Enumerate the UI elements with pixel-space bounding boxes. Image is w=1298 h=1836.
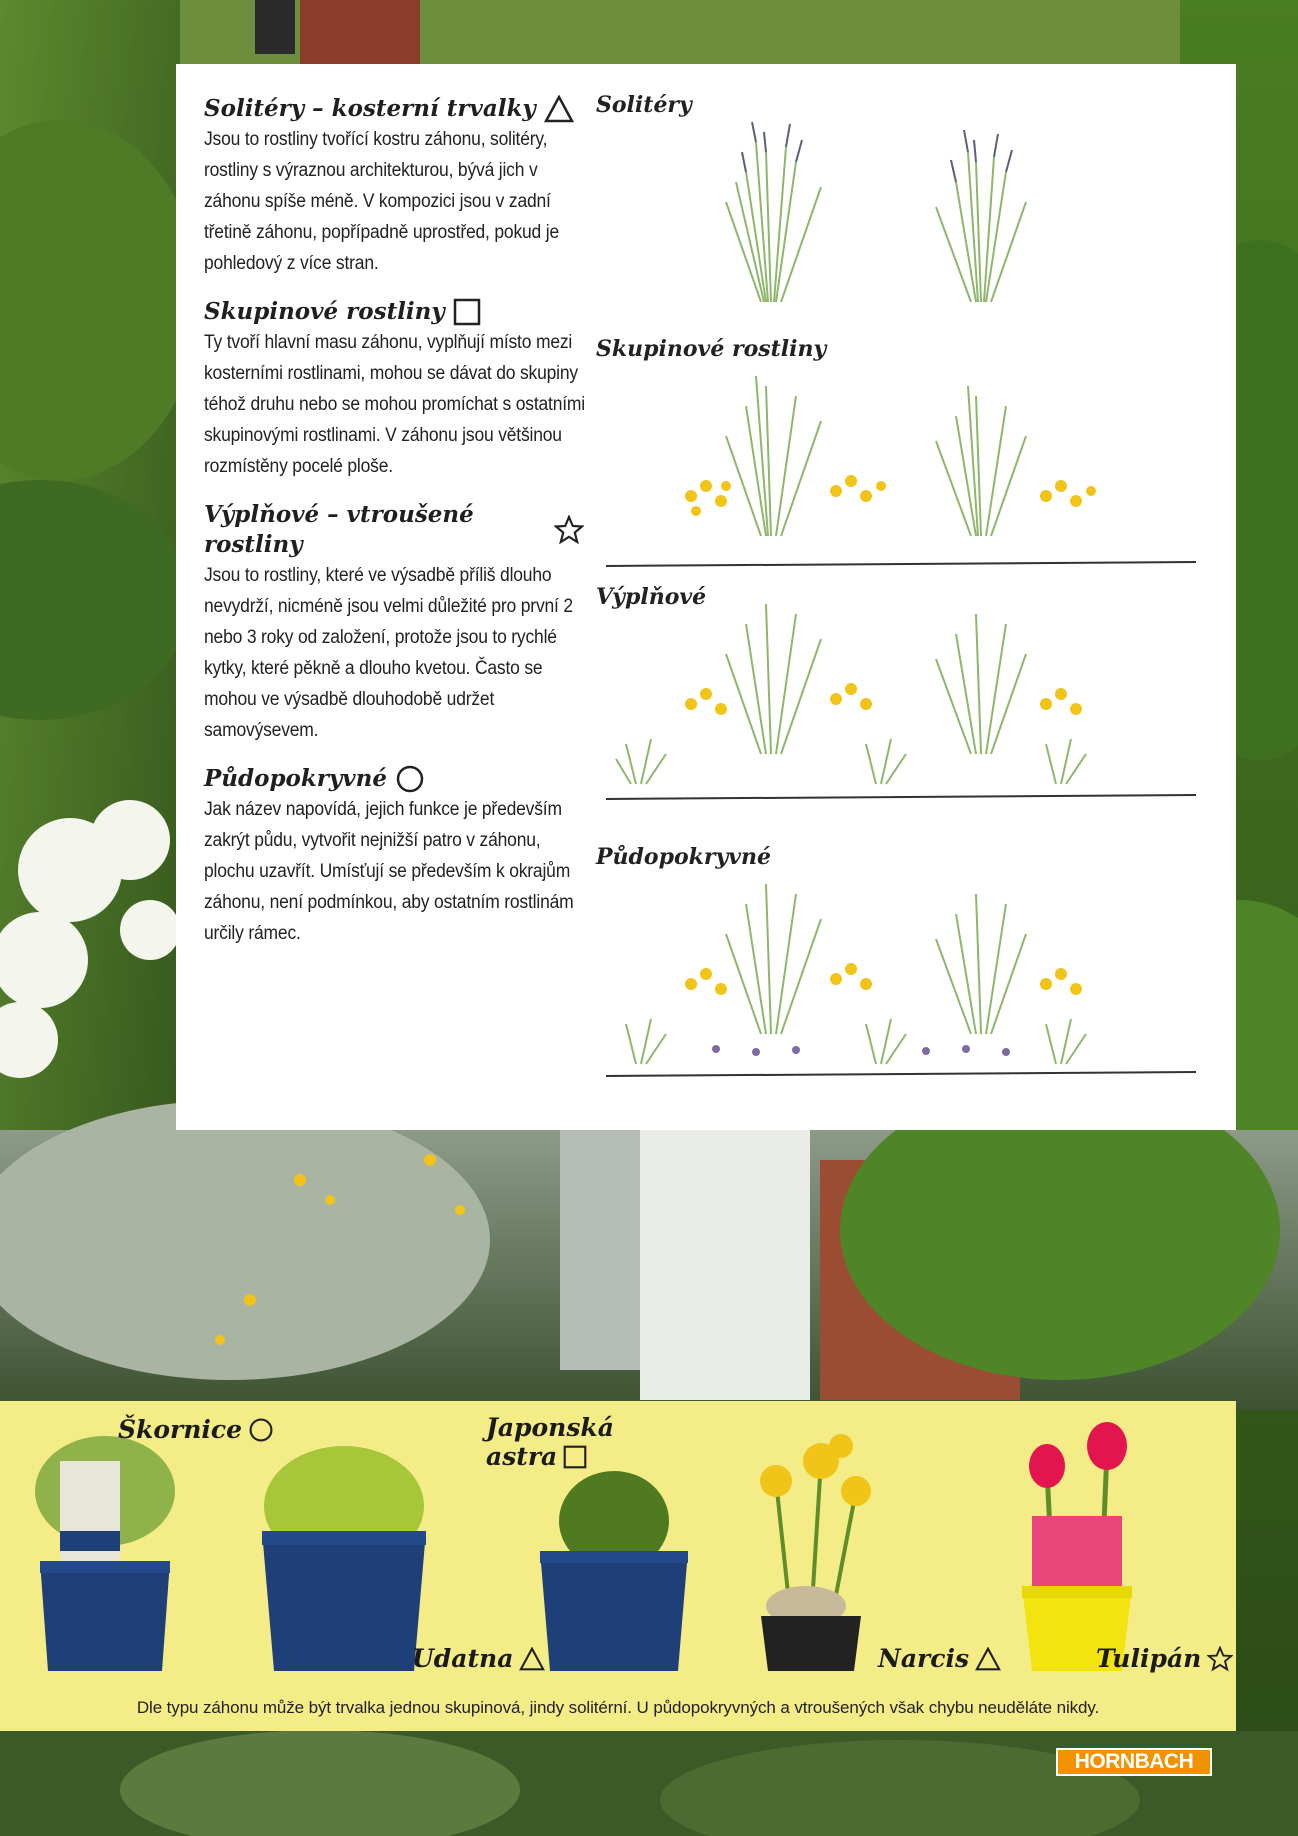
brand-logo: HORNBACH [1056,1748,1212,1776]
potted-plant-image [736,1421,886,1676]
section-pudopokryvne [204,764,584,949]
bed-illustrations [596,64,1236,1130]
potted-plant-image [1012,1421,1142,1676]
illustration-label: Půdopokryvné [596,844,772,870]
section-skupinove [204,297,584,482]
triangle-icon [975,1647,1001,1671]
illustration-label: Solitéry [596,92,692,118]
product-tulipan [1012,1421,1142,1676]
section-title: Skupinové rostliny [204,298,445,325]
grass-drawing [596,336,1216,586]
triangle-icon [544,95,574,123]
section-title: Výplňové – vtroušené rostliny [204,501,474,558]
product-name-line1: Japonská [486,1413,614,1442]
star-icon [554,515,584,545]
section-title: Solitéry – kosterní trvalky [204,95,536,122]
potted-plant-image [30,1431,180,1676]
potted-plant-image [254,1431,434,1676]
illustration-solitery [596,92,1216,342]
section-body: Ty tvoří hlavní masu záhonu, vyplňují místo mezi kosterními rostlinami, mohou se dávat do skupiny téhož druhu nebo se mohou promíchat s ostatními skupinovými rostlinami. V záhonu jsou většinou rozmístěny pocelé ploše. [204,332,585,477]
grass-drawing [596,844,1216,1104]
circle-icon [395,764,425,794]
plant-types-text [204,94,584,967]
product-name-line2: astra [486,1442,558,1471]
product-name: Narcis [878,1644,970,1673]
product-band [0,1401,1236,1731]
section-body: Jsou to rostliny tvořící kostru záhonu, solitéry, rostliny s výraznou architekturou, bývá jich v záhonu spíše méně. V kompozici jsou v zadní třetině záhonu, popřípadně uprostřed, pokud je pohledový z více stran. [204,129,559,274]
grass-drawing [596,584,1216,824]
illustration-label: Výplňové [596,584,707,610]
info-card [176,64,1236,1130]
product-udatna [254,1431,434,1676]
illustration-label: Skupinové rostliny [596,336,827,362]
illustration-skupinove [596,336,1216,586]
product-skornice [30,1431,180,1676]
illustration-pudopokryvne [596,844,1216,1104]
grass-drawing [596,92,1216,342]
product-name: Udatna [412,1644,514,1673]
square-icon [453,298,481,326]
illustration-vyplnove [596,584,1216,824]
section-body: Jsou to rostliny, které ve výsadbě příliš dlouho nevydrží, nicméně jsou velmi důležité pro první 2 nebo 3 roky od založení, protože jsou to rychlé kytky, které pěkně a dlouho kvetou. Často se mohou ve výsadbě dlouhodobě udržet samovýsevem. [204,565,573,741]
band-caption: Dle typu záhonu může být trvalka jednou skupinová, jindy solitérní. U půdopokryvných a vtroušených však chybu neuděláte nikdy. [136,1698,1100,1717]
square-icon [563,1445,587,1469]
star-icon [1207,1646,1233,1672]
section-title: Půdopokryvné [204,765,388,792]
section-solitery [204,94,584,279]
product-name: Škornice [118,1415,243,1444]
section-body: Jak název napovídá, jejich funkce je především zakrýt půdu, vytvořit nejnižší patro v záhonu, plochu uzavřít. Umísťují se především k okrajům záhonu, není podmínkou, aby ostatním rostlinám určily rámec. [204,799,574,944]
product-name: Tulipán [1096,1644,1202,1673]
product-narcis [736,1421,886,1676]
section-vyplnove [204,500,584,746]
